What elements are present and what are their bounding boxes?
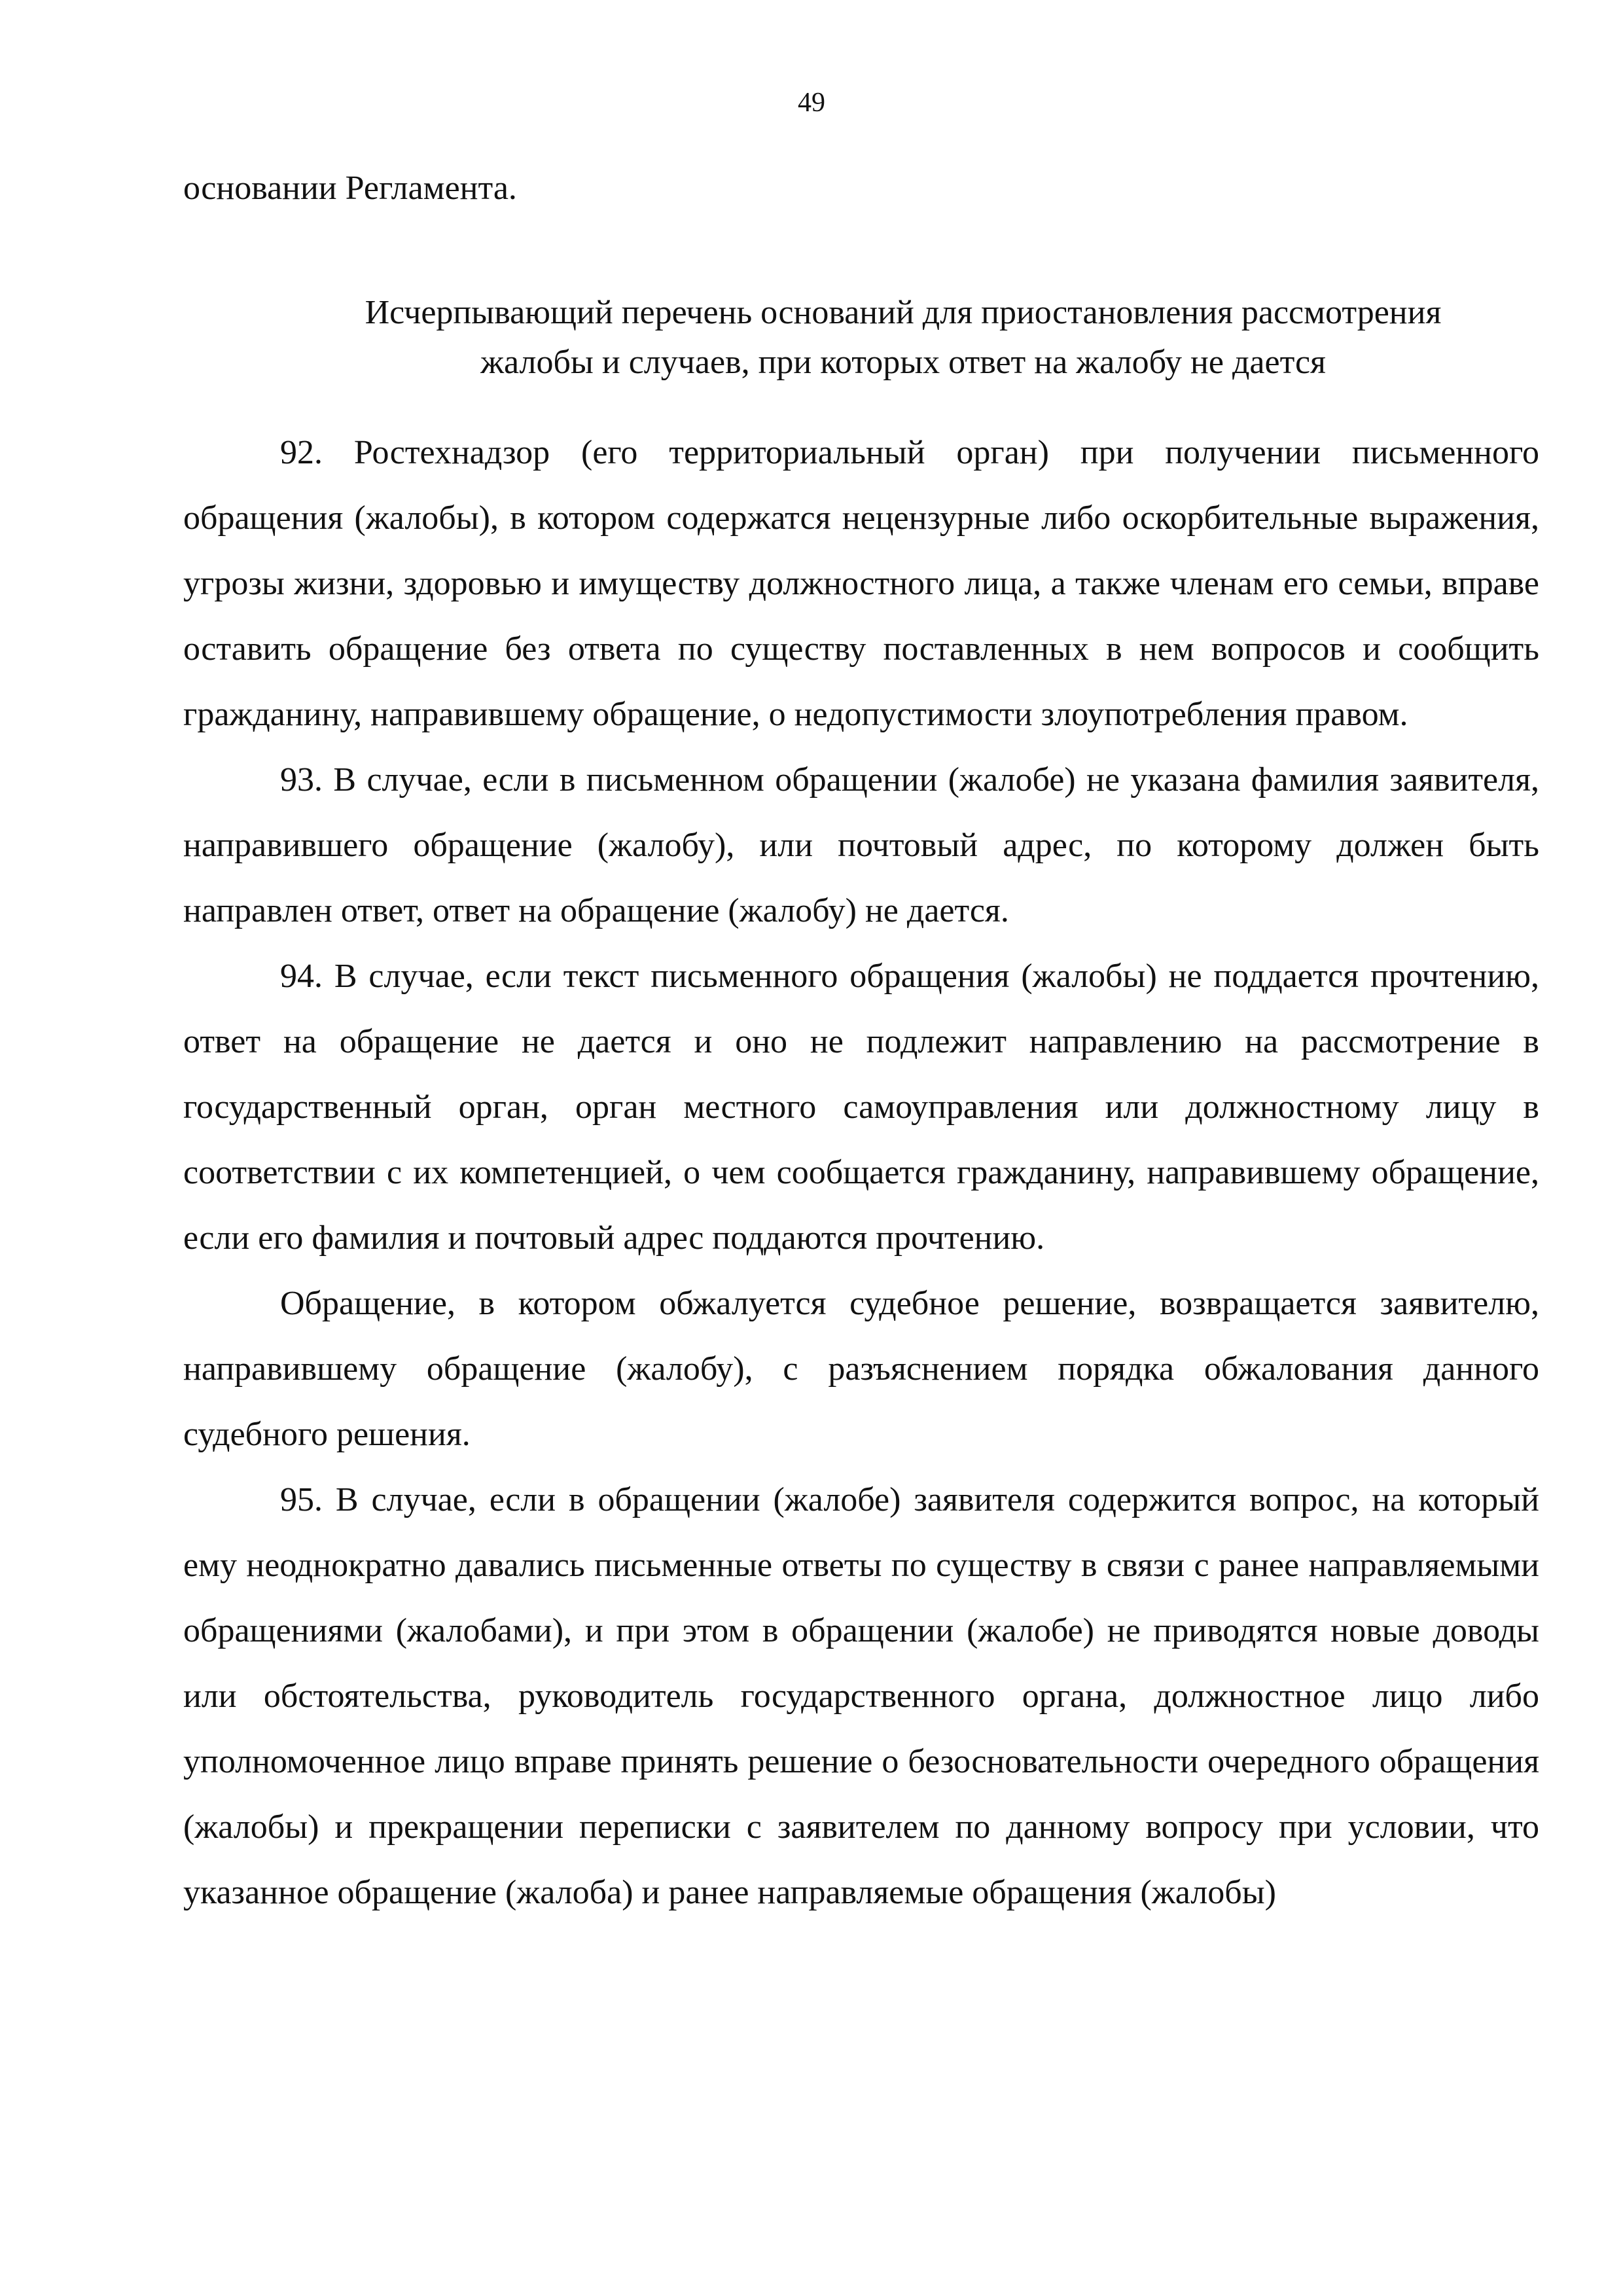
paragraph-93: 93. В случае, если в письменном обращении (жалобе) не указана фамилия заявителя, направившего обращение (жалобу), или почтовый адрес, по которому должен быть направлен ответ, ответ на обращение (жалобу) не дается. [183,761,1539,929]
paragraph-court-decision: Обращение, в котором обжалуется судебное решение, возвращается заявителю, направившему обращение (жалобу), с разъяснением порядка обжалования данного судебного решения. [183,1285,1539,1453]
paragraph-95: 95. В случае, если в обращении (жалобе) заявителя содержится вопрос, на который ему неоднократно давались письменные ответы по существу в связи с ранее направляемыми обращениями (жалобами), и при этом в обращении (жалобе) не приводятся новые доводы или обстоятельства, руководитель государственного органа, должностное лицо либо уполномоченное лицо вправе принять решение о безосновательности очередного обращения (жалобы) и прекращении переписки с заявителем по данному вопросу при условии, что указанное обращение (жалоба) и ранее направляемые обращения (жалобы) [183,1481,1539,1911]
section-heading [183,288,1623,387]
intro-line: основании Регламента. [183,170,517,207]
paragraph-94: 94. В случае, если текст письменного обращения (жалобы) не поддается прочтению, ответ на обращение не дается и оно не подлежит направлению на рассмотрение в государственный орган, орган местного самоуправления или должностному лицу в соответствии с их компетенцией, о чем сообщается гражданину, направившему обращение, если его фамилия и почтовый адрес поддаются прочтению. [183,958,1539,1257]
paragraph-92: 92. Ростехнадзор (его территориальный орган) при получении письменного обращения (жалобы), в котором содержатся нецензурные либо оскорбительные выражения, угрозы жизни, здоровью и имуществу должностного лица, а также членам его семьи, вправе оставить обращение без ответа по существу поставленных в нем вопросов и сообщить гражданину, направившему обращение, о недопустимости злоупотребления правом. [183,434,1539,733]
page-number: 49 [798,88,825,118]
section-heading-line-2: жалобы и случаев, при которых ответ на жалобу не дается [480,344,1326,381]
document-body [183,420,1539,1926]
section-heading-line-1: Исчерпывающий перечень оснований для приостановления рассмотрения [365,294,1442,331]
